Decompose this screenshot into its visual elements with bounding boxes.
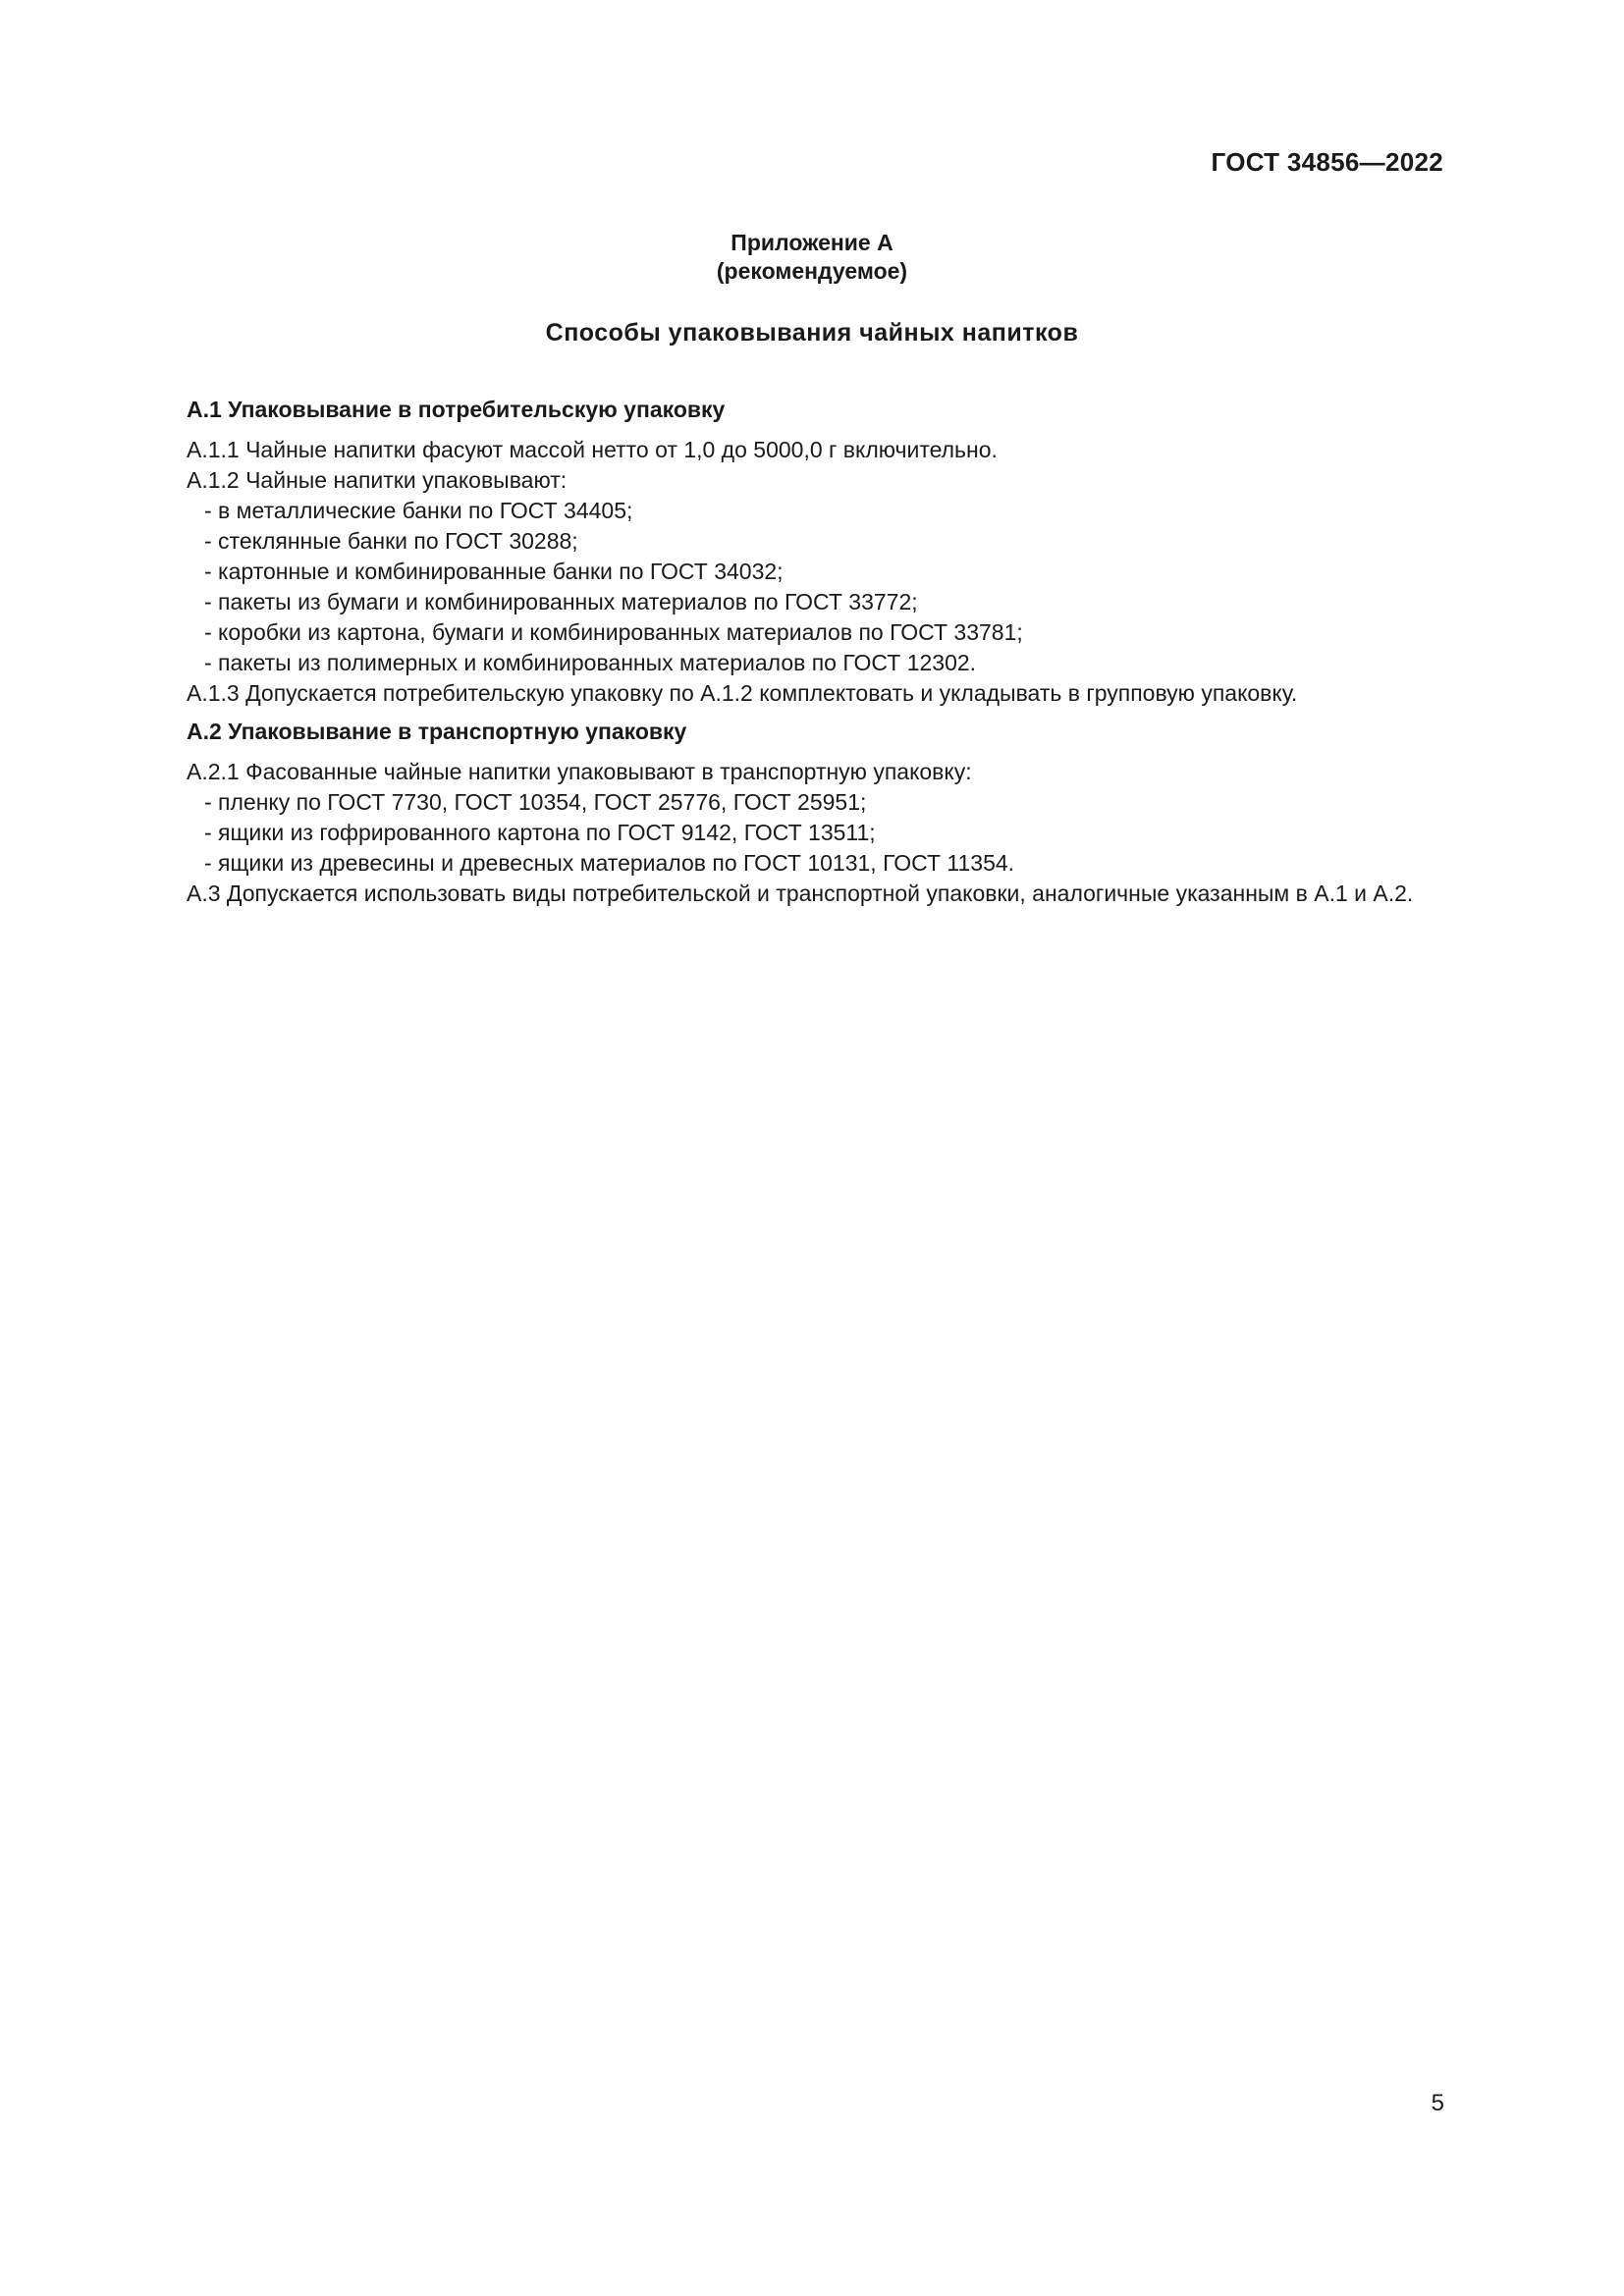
paragraph: А.1.1 Чайные напитки фасуют массой нетто от 1,0 до 5000,0 г включительно.: [187, 437, 998, 462]
list-item: - пленку по ГОСТ 7730, ГОСТ 10354, ГОСТ 25776, ГОСТ 25951;: [204, 789, 867, 815]
section-a1: [116, 395, 1443, 709]
paragraph: А.1.3 Допускается потребительскую упаковку по А.1.2 комплектовать и укладывать в групповую упаковку.: [187, 680, 1298, 706]
section-heading: А.2 Упаковывание в транспортную упаковку: [187, 719, 687, 744]
list-item: - в металлические банки по ГОСТ 34405;: [204, 498, 633, 523]
list-item: - пакеты из полимерных и комбинированных материалов по ГОСТ 12302.: [204, 650, 977, 675]
paragraph-a3: А.3 Допускается использовать виды потребительской и транспортной упаковки, аналогичные указанным в А.1 и А.2.: [187, 881, 1414, 906]
list-item: - коробки из картона, бумаги и комбинированных материалов по ГОСТ 33781;: [204, 619, 1023, 645]
section-a2: [116, 717, 1443, 909]
appendix-title-block: [0, 229, 1624, 286]
paragraph: А.1.2 Чайные напитки упаковывают:: [187, 467, 568, 493]
list-item: - ящики из гофрированного картона по ГОСТ 9142, ГОСТ 13511;: [204, 820, 876, 845]
page-number: 5: [1431, 2090, 1444, 2116]
list-item: - картонные и комбинированные банки по ГОСТ 34032;: [204, 559, 784, 584]
document-body: [116, 395, 1443, 909]
paragraph: А.2.1 Фасованные чайные напитки упаковывают в транспортную упаковку:: [187, 759, 972, 784]
section-heading: А.1 Упаковывание в потребительскую упаковку: [187, 397, 726, 422]
list-item: - ящики из древесины и древесных материалов по ГОСТ 10131, ГОСТ 11354.: [204, 850, 1015, 876]
appendix-heading: Способы упаковывания чайных напитков: [545, 319, 1079, 347]
document-number: ГОСТ 34856—2022: [1211, 147, 1443, 177]
appendix-title: Приложение А: [731, 230, 893, 255]
section-spacer: [116, 709, 1443, 717]
list-item: - стеклянные банки по ГОСТ 30288;: [204, 528, 578, 554]
appendix-status: (рекомендуемое): [716, 258, 908, 284]
list-item: - пакеты из бумаги и комбинированных материалов по ГОСТ 33772;: [204, 589, 918, 614]
